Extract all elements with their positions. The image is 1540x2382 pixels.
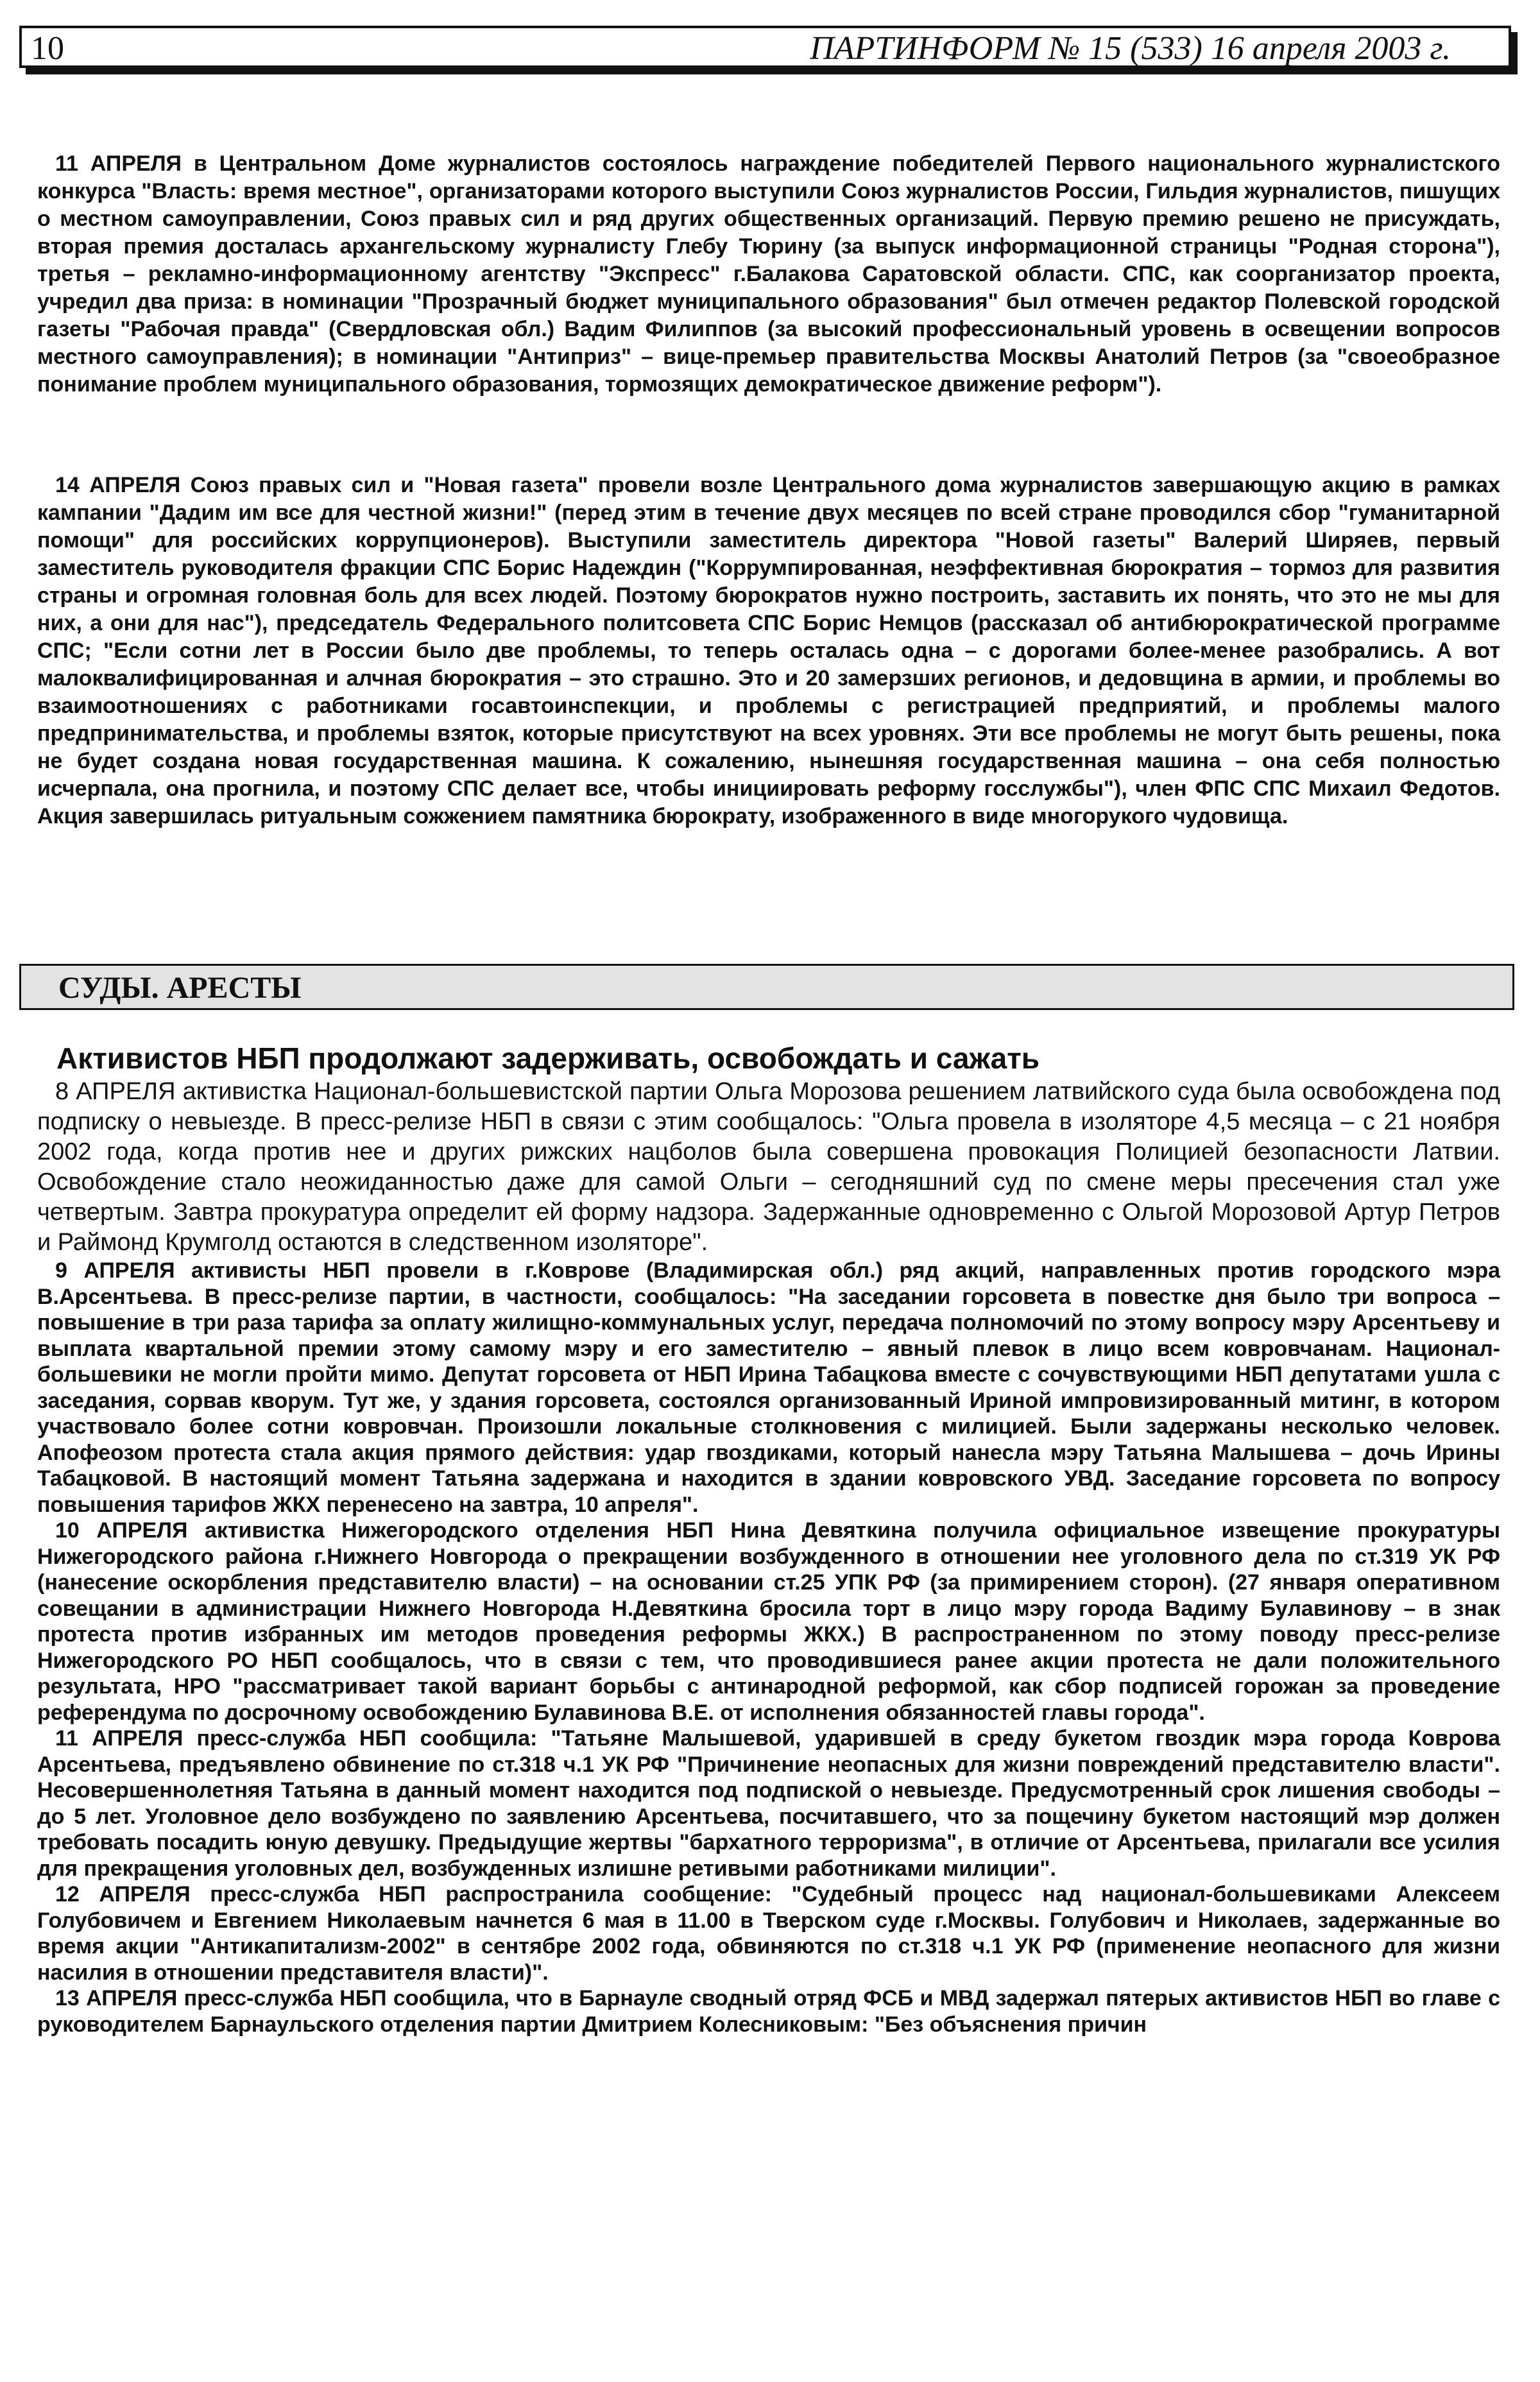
news-paragraph: 12 АПРЕЛЯ пресс-служба НБП распространила сообщение: "Судебный процесс над национал-большевиками Алексеем Голубовичем и Евгением Николаевым начнется 6 мая в 11.00 в Тверском суде г.Москвы. Голубович и Николаев, задержанные во время акции "Антикапитализм-2002" в сентябре 2002 года, обвиняются по ст.318 ч.1 УК РФ (применение неопасного для жизни насилия в отношении представителя власти)". <box>37 1882 1500 1985</box>
news-paragraph: 13 АПРЕЛЯ пресс-служба НБП сообщила, что в Барнауле сводный отряд ФСБ и МВД задержал пятерых активистов НБП во главе с руководителем Барнаульского отделения партии Дмитрием Колесниковым: "Без объяснения причин <box>37 1986 1500 2037</box>
issue-info: ПАРТИНФОРМ № 15 (533) 16 апреля 2003 г. <box>810 30 1451 67</box>
section-title: СУДЫ. АРЕСТЫ <box>58 971 302 1005</box>
headline: Активистов НБП продолжают задерживать, освобождать и сажать <box>56 1041 1040 1075</box>
page-header <box>19 26 1511 68</box>
page-number: 10 <box>31 30 64 67</box>
section-body <box>37 1040 1500 2037</box>
section-header <box>19 964 1514 1010</box>
news-paragraph: 11 АПРЕЛЯ пресс-служба НБП сообщила: "Татьяне Малышевой, ударившей в среду букетом гвоздик мэра города Коврова Арсентьева, предъявлено обвинение по ст.318 ч.1 УК РФ "Причинение неопасных для жизни повреждений представителю власти". Несовершеннолетняя Татьяна в данный момент находится под подпиской о невыезде. Предусмотренный срок лишения свободы – до 5 лет. Уголовное дело возбуждено по заявлению Арсентьева, посчитавшего, что за пощечину букетом настоящий мэр должен требовать посадить юную девушку. Предыдущие жертвы "бархатного терроризма", в отличие от Арсентьева, прилагали все усилия для прекращения уголовных дел, возбужденных излишне ретивыми работниками милиции". <box>37 1726 1500 1881</box>
news-paragraph: 10 АПРЕЛЯ активистка Нижегородского отделения НБП Нина Девяткина получила официальное извещение прокуратуры Нижегородского района г.Нижнего Новгорода о прекращении возбужденного в отношении нее уголовного дела по ст.319 УК РФ (нанесение оскорбления представителю власти) – на основании ст.25 УПК РФ (за примирением сторон). (27 января оперативном совещании в администрации Нижнего Новгорода Н.Девяткина бросила торт в лицо мэру города Вадиму Булавинову – в знак протеста против избранных им методов проведения реформы ЖКХ.) В распространенном по этому поводу пресс-релизе Нижегородского РО НБП сообщалось, что в связи с тем, что проводившиеся ранее акции протеста не дали положительного результата, НРО "рассматривает такой вариант борьбы с антинародной реформой, как сбор подписей горожан за проведение референдума по досрочному освобождению Булавинова В.Е. от исполнения обязанностей главы города". <box>37 1518 1500 1725</box>
article-paragraph: 11 АПРЕЛЯ в Центральном Доме журналистов состоялось награждение победителей Первого национального журналистского конкурса "Власть: время местное", организаторами которого выступили Союз журналистов России, Гильдия журналистов, пишущих о местном самоуправлении, Союз правых сил и ряд других общественных организаций. Первую премию решено не присуждать, вторая премия досталась архангельскому журналисту Глебу Тюрину (за выпуск информационной страницы "Родная сторона"), третья – рекламно-информационному агентству "Экспресс" г.Балакова Саратовской области. СПС, как соорганизатор проекта, учредил два приза: в номинации "Прозрачный бюджет муниципального образования" был отмечен редактор Полевской городской газеты "Рабочая правда" (Свердловская обл.) Вадим Филиппов (за высокий профессиональный уровень в освещении вопросов местного самоуправления); в номинации "Антиприз" – вице-премьер правительства Москвы Анатолий Петров (за "своеобразное понимание проблем муниципального образования, тормозящих демократическое движение реформ"). <box>37 151 1500 397</box>
article-paragraph: 14 АПРЕЛЯ Союз правых сил и "Новая газета" провели возле Центрального дома журналистов завершающую акцию в рамках кампании "Дадим им все для честной жизни!" (перед этим в течение двух месяцев по всей стране проводился сбор "гуманитарной помощи" для российских коррупционеров). Выступили заместитель директора "Новой газеты" Валерий Ширяев, первый заместитель руководителя фракции СПС Борис Надеждин ("Коррумпированная, неэффективная бюрократия – тормоз для развития страны и огромная головная боль для всех людей. Поэтому бюрократов нужно построить, заставить их понять, что это не мы для них, а они для нас"), председатель Федерального политсовета СПС Борис Немцов (рассказал об антибюрократической программе СПС; "Если сотни лет в России было две проблемы, то теперь осталась одна – с дорогами более-менее разобрались. А вот малоквалифицированная и алчная бюрократия – это страшно. Это и 20 замерзших регионов, и дедовщина в армии, и проблемы во взаимоотношениях с работниками госавтоинспекции, и проблемы с регистрацией предприятий, и проблемы малого предпринимательства, и проблемы взяток, которые присутствуют на всех уровнях. Эти все проблемы не могут быть решены, пока не будет создана новая государственная машина. К сожалению, нынешняя государственная машина – она себя полностью исчерпала, она прогнила, и поэтому СПС делает все, чтобы инициировать реформу госслужбы"), член ФПС СПС Михаил Федотов. Акция завершилась ритуальным сожжением памятника бюрократу, изображенного в виде многорукого чудовища. <box>37 473 1500 828</box>
news-paragraph: 8 АПРЕЛЯ активистка Национал-большевистской партии Ольга Морозова решением латвийского суда была освобождена под подписку о невыезде. В пресс-релизе НБП в связи с этим сообщалось: "Ольга провела в изоляторе 4,5 месяца – с 21 ноября 2002 года, когда против нее и других рижских нацболов была совершена провокация Полицией безопасности Латвии. Освобождение стало неожиданностью даже для самой Ольги – сегодняшний суд по смене меры пресечения стал уже четвертым. Завтра прокуратура определит ей форму надзора. Задержанные одновременно с Ольгой Морозовой Артур Петров и Раймонд Крумголд остаются в следственном изоляторе". <box>37 1078 1500 1256</box>
news-paragraph: 9 АПРЕЛЯ активисты НБП провели в г.Коврове (Владимирская обл.) ряд акций, направленных против городского мэра В.Арсентьева. В пресс-релизе партии, в частности, сообщалось: "На заседании горсовета в повестке дня было три вопроса – повышение в три раза тарифа за оплату жилищно-коммунальных услуг, передача полномочий по этому вопросу мэру Арсентьеву и выплата квартальной премии этому самому мэру и его заместителю – явный плевок в лицо всем ковровчанам. Национал-большевики не могли пройти мимо. Депутат горсовета от НБП Ирина Табацкова вместе с сочувствующими НБП депутатами ушла с заседания, сорвав кворум. Тут же, у здания горсовета, состоялся организованный Ириной импровизированный митинг, в котором участвовало более сотни ковровчан. Произошли локальные столкновения с милицией. Были задержаны несколько человек. Апофеозом протеста стала акция прямого действия: удар гвоздиками, который нанесла мэру Татьяна Малышева – дочь Ирины Табацковой. В настоящий момент Татьяна задержана и находится в здании ковровского УВД. Заседание горсовета по вопросу повышения тарифов ЖКХ перенесено на завтра, 10 апреля". <box>37 1258 1500 1517</box>
